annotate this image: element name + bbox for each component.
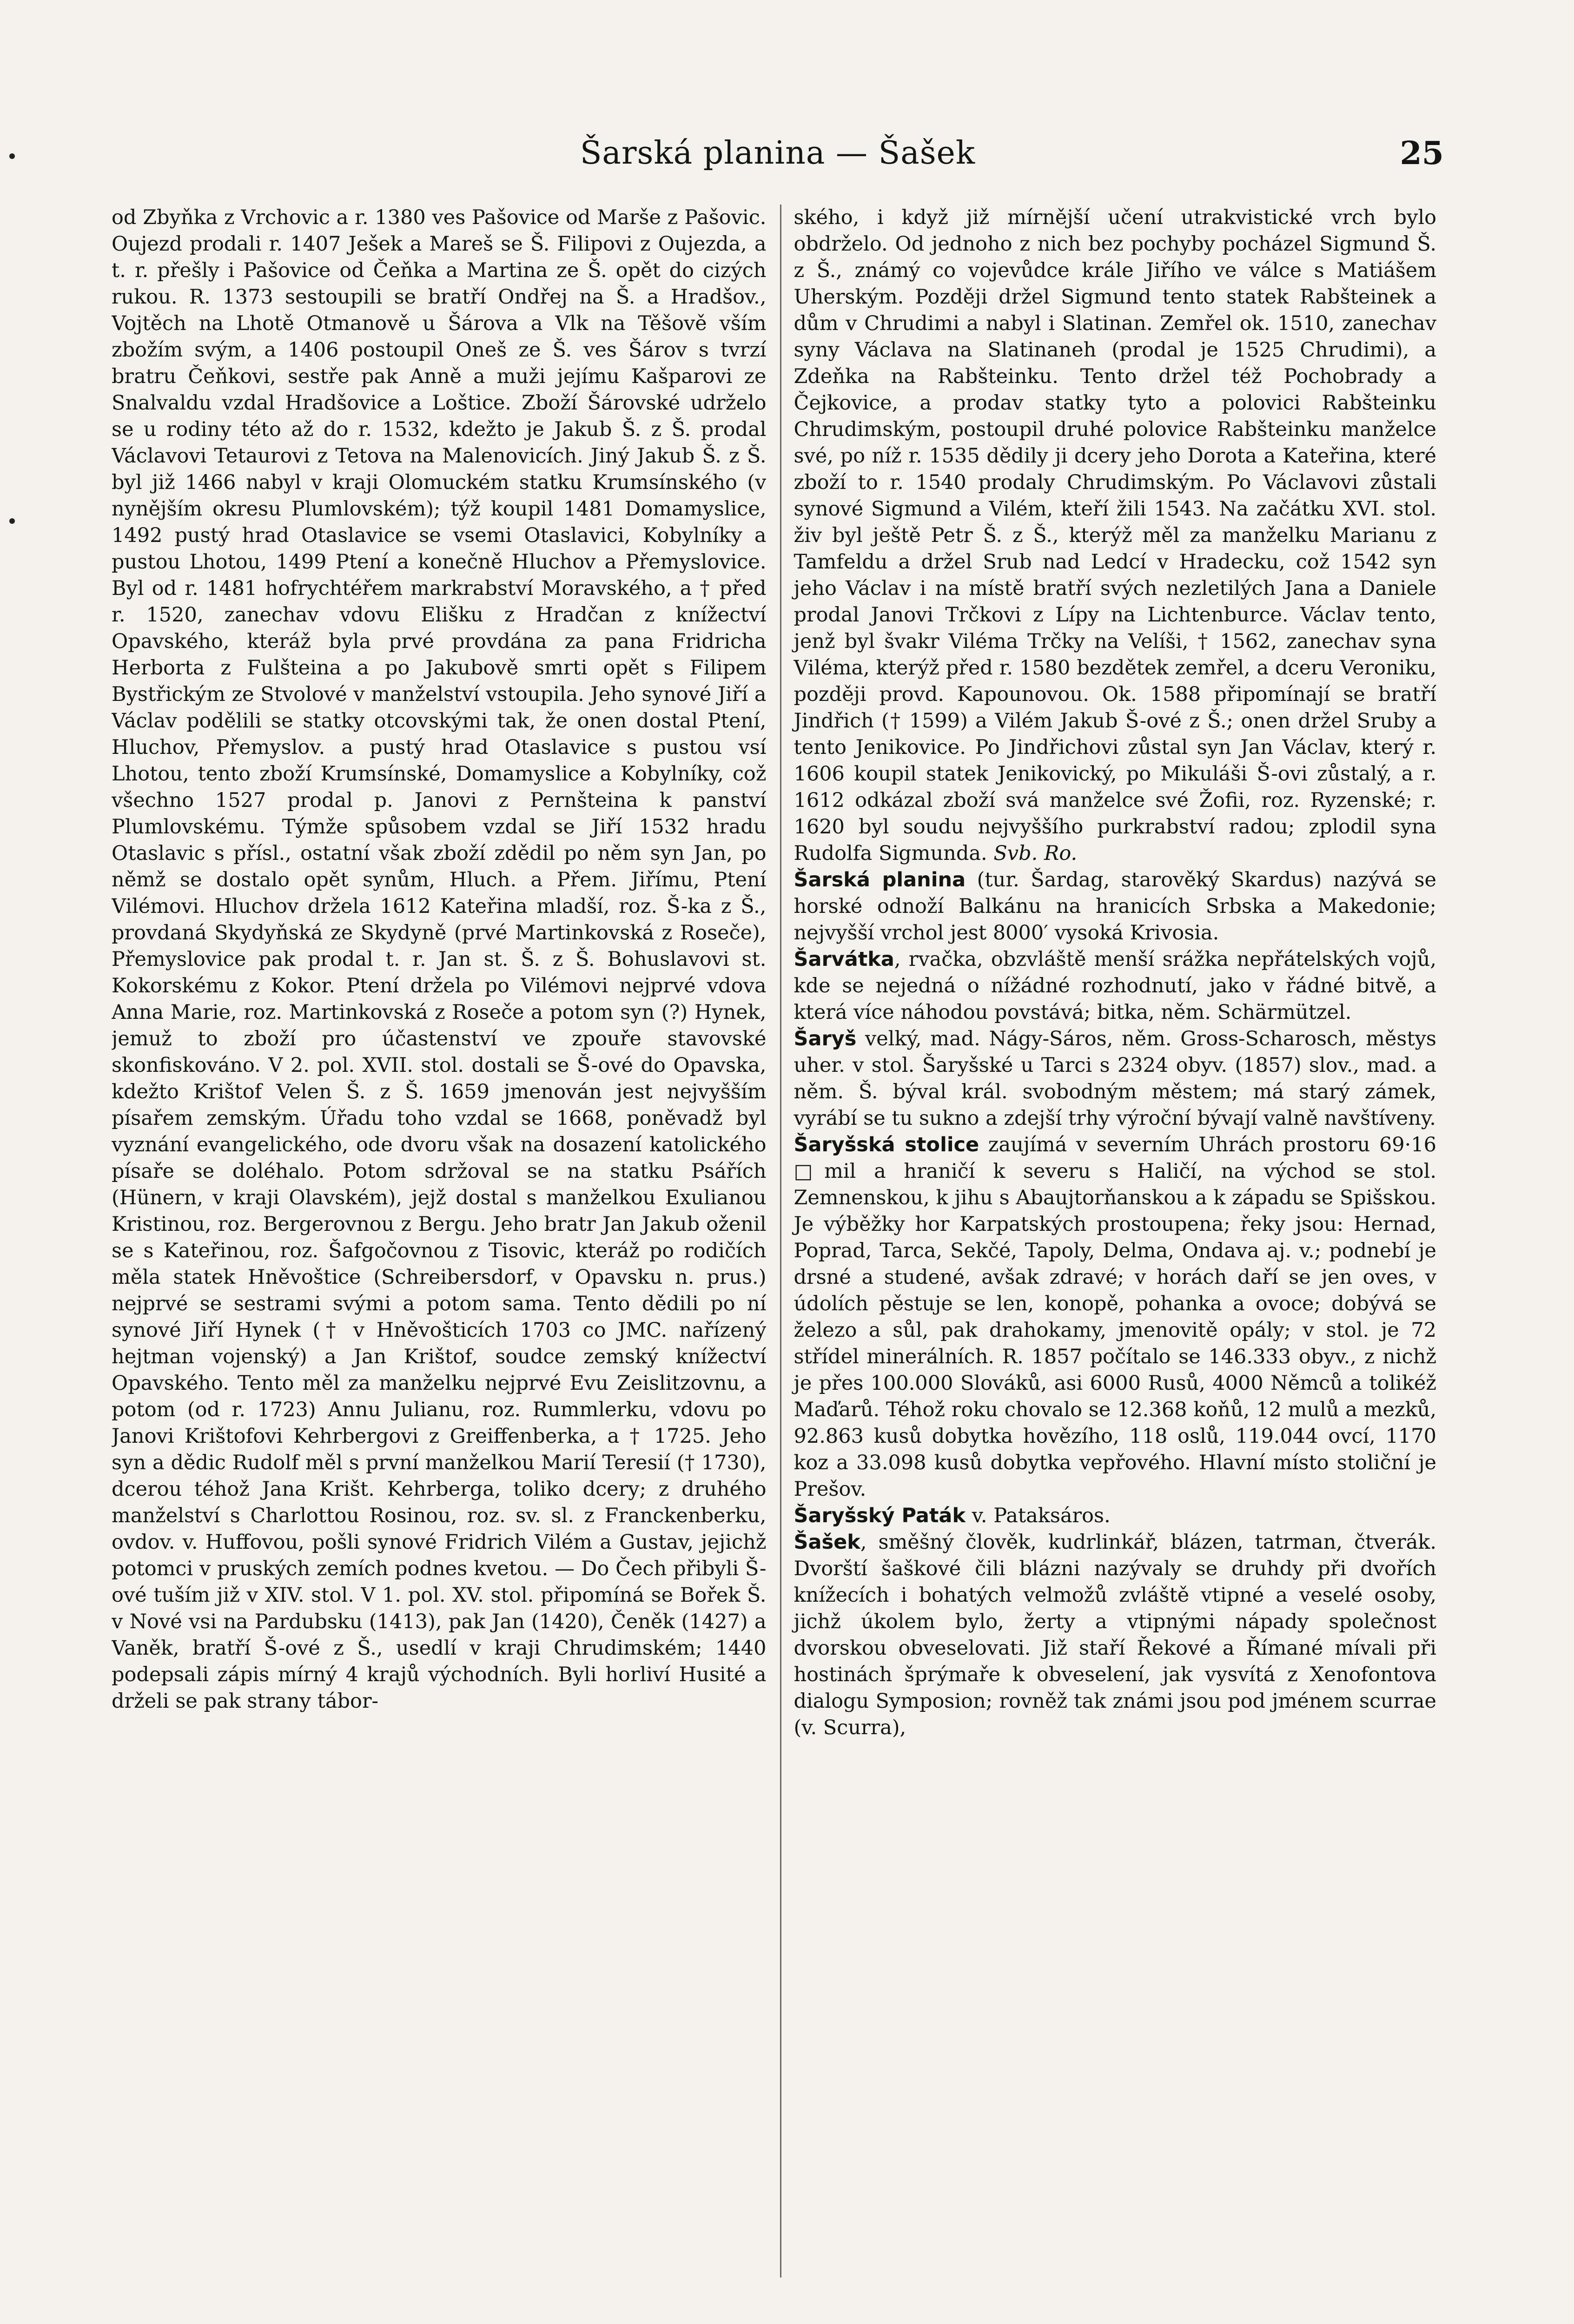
running-title: Šarská planina — Šašek (580, 135, 976, 172)
dictionary-entry (794, 1529, 1436, 1741)
entry-headword: Šarská planina (794, 868, 966, 891)
entry-body: , směšný člověk, kudrlinkář, blázen, tatrman, čtverák. Dvorští šaškové čili blázni nazývaly se druhdy při dvořích knížecích i bohatých velmožů zvláště vtipné a veselé osoby, jichž úkolem bylo, žerty a vtipnými nápady společnost dvorskou obveselovati. Již staří Řekové a Římané mívali při hostinách šprýmaře k obveselení, jak vysvítá z Xenofontova dialogu Symposion; rovněž tak známi jsou pod jménem scurrae (v. Scurra), (794, 1531, 1436, 1739)
dictionary-entry (794, 867, 1436, 946)
intro-text: ského, i když již mírnější učení utrakvistické vrch bylo obdrželo. Od jednoho z nich bez pochyby pocházel Sigmund Š. z Š., známý co vojevůdce krále Jiřího ve válce s Matiášem Uherským. Později držel Sigmund tento statek Rabšteinek a dům v Chrudimi a nabyl i Slatinan. Zemřel ok. 1510, zanechav syny Václava na Slatinaneh (prodal je 1525 Chrudimi), a Zdeňka na Rabšteinku. Tento držel též Pochobrady a Čejkovice, a prodav statky tyto a polovici Rabšteinku Chrudimským, postoupil druhé polovice Rabšteinku manželce své, po níž r. 1535 dědily ji dcery jeho Dorota a Kateřina, které zboží to r. 1540 prodaly Chrudimským. Po Václavovi zůstali synové Sigmund a Vilém, kteří žili 1543. Na začátku XVI. stol. živ byl ještě Petr Š. z Š., kterýž měl za manželku Marianu z Tamfeldu a držel Srub nad Ledcí v Hradecku, což 1542 syn jeho Václav i na místě bratří svých nezletilých Jana a Daniele prodal Janovi Trčkovi z Lípy na Lichtenburce. Václav tento, jenž byl švakr Viléma Trčky na Velíši, † 1562, zanechav syna Viléma, kterýž před r. 1580 bezdětek zemřel, a dceru Veroniku, později provd. Kapounovou. Ok. 1588 připomínají se bratří Jindřich († 1599) a Vilém Jakub Š-ové z Š.; onen držel Sruby a tento Jenikovice. Po Jindřichovi zůstal syn Jan Václav, který r. 1606 koupil statek Jenikovický, po Mikuláši Š-ovi zůstalý, a r. 1612 odkázal zboží svá manželce své Žofii, roz. Ryzenské; r. 1620 byl soudu nejvyššího purkrabství radou; zplodil syna Rudolfa Sigmunda. (794, 206, 1436, 865)
entry-headword: Šarvátka (794, 948, 894, 971)
entry-headword: Šaryš (794, 1027, 857, 1050)
right-column (780, 205, 1436, 2278)
dictionary-entry (794, 1503, 1436, 1529)
entry-headword: Šaryšská stolice (794, 1133, 979, 1156)
entry-body: , rvačka, obzvláště menší srážka nepřátelských vojů, kde se nejedná o nížádné rozhodnutí, jako v řádné bitvě, a která více náhodou povstává; bitka, něm. Schärmützel. (794, 948, 1436, 1024)
entry-headword: Šašek (794, 1531, 860, 1554)
entry-body: velký, mad. Nágy-Sáros, něm. Gross-Scharosch, městys uher. v stol. Šaryšské u Tarci s 2324 obyv. (1857) slov., mad. a něm. Š. býval král. svobodným městem; má starý zámek, vyrábí se tu sukno a zdejší trhy výroční bývají valně navštíveny. (794, 1027, 1436, 1130)
text-columns (112, 205, 1436, 2278)
intro-signature: Svb. Ro. (993, 842, 1078, 865)
page-number: 25 (1400, 135, 1444, 172)
entry-headword: Šaryšský Paták (794, 1504, 966, 1527)
dictionary-entry (794, 946, 1436, 1026)
page-header (112, 130, 1444, 177)
right-column-intro (794, 205, 1436, 867)
margin-mark (9, 518, 15, 524)
dictionary-entry (794, 1026, 1436, 1132)
left-column-text: od Zbyňka z Vrchovic a r. 1380 ves Pašovice od Marše z Pašovic. Oujezd prodali r. 1407 Ješek a Mareš se Š. Filipovi z Oujezda, a t. r. přešly i Pašovice od Čeňka a Martina ze Š. opět do cizých rukou. R. 1373 sestoupili se bratří Ondřej na Š. a Hradšov., Vojtěch na Lhotě Otmanově u Šárova a Vlk na Těšově vším zbožím svým, a 1406 postoupil Oneš ze Š. ves Šárov s tvrzí bratru Čeňkovi, sestře pak Anně a muži jejímu Kašparovi ze Snalvaldu vzdal Hradšovice a Loštice. Zboží Šárovské udrželo se u rodiny této až do r. 1532, kdežto je Jakub Š. z Š. prodal Václavovi Tetaurovi z Tetova na Malenovicích. Jiný Jakub Š. z Š. byl již 1466 nabyl v kraji Olomuckém statku Krumsínského (v nynějším okresu Plumlovském); týž koupil 1481 Domamyslice, 1492 pustý hrad Otaslavice se vsemi Otaslavici, Kobylníky a pustou Lhotou, 1499 Ptení a konečně Hluchov a Přemyslovice. Byl od r. 1481 hofrychtéřem markrabství Moravského, a † před r. 1520, zanechav vdovu Elišku z Hradčan z knížectví Opavského, kteráž byla prvé provdána za pana Fridricha Herborta z Fulšteina a po Jakubově smrti opět s Filipem Bystřickým ze Stvolové v manželství vstoupila. Jeho synové Jiří a Václav podělili se statky otcovskými tak, že onen dostal Ptení, Hluchov, Přemyslov. a pustý hrad Otaslavice s pustou vsí Lhotou, tento zboží Krumsínské, Domamyslice a Kobylníky, což všechno 1527 prodal p. Janovi z Pernšteina k panství Plumlovskému. Týmže spůsobem vzdal se Jiří 1532 hradu Otaslavic s přísl., ostatní však zboží zdědil po něm syn Jan, po němž se dostalo opět synům, Hluch. a Přem. Jiřímu, Ptení Vilémovi. Hluchov držela 1612 Kateřina mladší, roz. Š-ka z Š., provdaná Skydyňská ze Skydyně (prvé Martinkovská z Roseče), Přemyslovice pak prodal t. r. Jan st. Š. z Š. Bohuslavovi st. Kokorskému z Kokor. Ptení držela po Vilémovi nejprvé vdova Anna Marie, roz. Martinkovská z Roseče a potom syn (?) Hynek, jemuž to zboží pro účastenství ve zpouře stavovské skonfiskováno. V 2. pol. XVII. stol. dostali se Š-ové do Opavska, kdežto Krištof Velen Š. z Š. 1659 jmenován jest nejvyšším písařem zemským. Úřadu toho vzdal se 1668, poněvadž byl vyznání evangelického, ode dvoru však na dosazení katolického písaře se doléhalo. Potom sdržoval se na statku Psářích (Hünern, v kraji Olavském), jejž dostal s manželkou Exulianou Kristinou, roz. Bergerovnou z Bergu. Jeho bratr Jan Jakub oženil se s Kateřinou, roz. Šafgočovnou z Tisovic, kteráž po rodičích měla statek Hněvoštice (Schreibersdorf, v Opavsku n. prus.) nejprvé se sestrami svými a potom sama. Tento dědili po ní synové Jiří Hynek († v Hněvošticích 1703 co JMC. nařízený hejtman vojenský) a Jan Krištof, soudce zemský knížectví Opavského. Tento měl za manželku nejprvé Evu Zeislitzovnu, a potom (od r. 1723) Annu Julianu, roz. Rummlerku, vdovu po Janovi Krištofovi Kehrbergovi z Greiffenberka, a † 1725. Jeho syn a dědic Rudolf měl s první manželkou Marií Teresií († 1730), dcerou téhož Jana Krišt. Kehrberga, toliko dcery; z druhého manželství s Charlottou Rosinou, roz. sv. sl. z Franckenberku, ovdov. v. Huffovou, pošli synové Fridrich Vilém a Gustav, jejichž potomci v pruských zemích podnes kvetou. — Do Čech přibyli Š-ové tuším již v XIV. stol. V 1. pol. XV. stol. připomíná se Bořek Š. v Nové vsi na Pardubsku (1413), pak Jan (1420), Čeněk (1427) a Vaněk, bratří Š-ové z Š., usedlí v kraji Chrudimském; 1440 podepsali zápis mírný 4 krajů východních. Byli horliví Husité a drželi se pak strany tábor- (112, 206, 767, 1713)
margin-mark (9, 153, 15, 159)
entry-body: zaujímá v severním Uhrách prostoru 69·16 □mil a hraničí k severu s Haličí, na východ se stol. Zemnenskou, k jihu s Abaujtorňanskou a k západu se Spišskou. Je výběžky hor Karpatských prostoupena; řeky jsou: Hernad, Poprad, Tarca, Sekčé, Tapoly, Delma, Ondava aj. v.; podnebí je drsné a studené, avšak zdravé; v horách daří se jen oves, v údolích pěstuje se len, konopě, pohanka a ovoce; dobývá se železo a sůl, pak drahokamy, jmenovitě opály; v stol. je 72 střídel minerálních. R. 1857 počítalo se 146.333 obyv., z nichž je přes 100.000 Slováků, asi 6000 Rusů, 4000 Němců a tolikéž Maďarů. Téhož roku chovalo se 12.368 koňů, 12 mulů a mezků, 92.863 kusů dobytka hovězího, 118 oslů, 119.044 ovcí, 1170 koz a 33.098 kusů dobytka vepřového. Hlavní místo stoliční je Prešov. (794, 1133, 1436, 1501)
entry-body: (tur. Šardag, starověký Skardus) nazývá se horské odnoží Balkánu na hranicích Srbska a Makedonie; nejvyšší vrchol jest 8000′ vysoká Krivosia. (794, 868, 1436, 944)
dictionary-entry (794, 1132, 1436, 1503)
entry-body: v. Pataksáros. (966, 1504, 1111, 1527)
left-column (112, 205, 766, 2278)
